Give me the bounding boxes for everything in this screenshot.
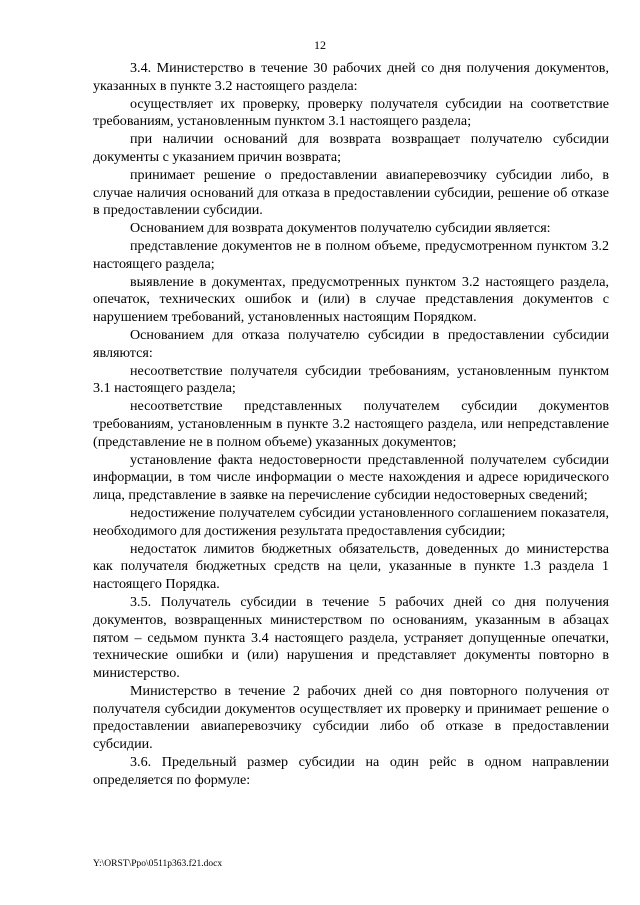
paragraph-return-ground-2: выявление в документах, предусмотренных пунктом 3.2 настоящего раздела, опечаток, технических ошибок и (или) в случае представления документов с нарушением требований, установленных настоящим Порядком. bbox=[93, 273, 609, 326]
paragraph-verification: осуществляет их проверку, проверку получателя субсидии на соответствие требованиям, установленным пунктом 3.1 настоящего раздела; bbox=[93, 95, 609, 130]
paragraph-refusal-ground-5: недостаток лимитов бюджетных обязательств, доведенных до министерства как получателя бюджетных средств на цели, указанные в пункте 1.3 раздела 1 настоящего Порядка. bbox=[93, 540, 609, 593]
paragraph-3-6: 3.6. Предельный размер субсидии на один рейс в одном направлении определяется по формуле: bbox=[93, 754, 609, 788]
paragraph-refusal-ground-1: несоответствие получателя субсидии требованиям, установленным пунктом 3.1 настоящего раздела; bbox=[93, 362, 609, 397]
paragraph-return: при наличии оснований для возврата возвращает получателю субсидии документы с указанием причин возврата; bbox=[93, 131, 609, 165]
paragraph-refusal-ground-4: недостижение получателем субсидии установленного соглашением показателя, необходимого для достижения результата предоставления субсидии; bbox=[93, 504, 609, 539]
paragraph-return-ground-1: представление документов не в полном объеме, предусмотренном пунктом 3.2 настоящего раздела; bbox=[93, 237, 609, 272]
paragraph-decision: принимает решение о предоставлении авиаперевозчику субсидии либо, в случае наличия оснований для отказа в предоставлении субсидии, решение об отказе в предоставлении субсидии. bbox=[93, 166, 609, 219]
page-number: 12 bbox=[314, 38, 326, 52]
footer-file-path: Y:\ORST\Ppo\0511p363.f21.docx bbox=[93, 859, 223, 869]
paragraph-3-5: 3.5. Получатель субсидии в течение 5 рабочих дней со дня получения документов, возвращенных министерством по основаниям, указанным в абзацах пятом – седьмом пункта 3.4 настоящего раздела, устраняет допущенные опечатки, технические ошибки и (или) нарушения и представляет документы повторно в министерство. bbox=[93, 593, 609, 682]
paragraph-repeat-review: Министерство в течение 2 рабочих дней со дня повторного получения от получателя субсидии документов осуществляет их проверку и принимает решение о предоставлении авиаперевозчику субсидии либо об отказе в предоставлении субсидии. bbox=[93, 682, 609, 753]
document-body bbox=[93, 60, 609, 790]
paragraph-3-4: 3.4. Министерство в течение 30 рабочих дней со дня получения документов, указанных в пункте 3.2 настоящего раздела: bbox=[93, 60, 609, 94]
paragraph-refusal-ground-2: несоответствие представленных получателем субсидии документов требованиям, установленным в пункте 3.2 настоящего раздела, или непредставление (представление не в полном объеме) указанных документов; bbox=[93, 398, 609, 450]
paragraph-refusal-grounds-heading: Основанием для отказа получателю субсидии в предоставлении субсидии являются: bbox=[93, 326, 609, 361]
paragraph-return-grounds-heading: Основанием для возврата документов получателю субсидии является: bbox=[130, 220, 551, 237]
paragraph-refusal-ground-3: установление факта недостоверности представленной получателем субсидии информации, в том числе информации о месте нахождения и адресе юридического лица, представление в заявке на перечисление субсидии недостоверных сведений; bbox=[93, 451, 609, 504]
